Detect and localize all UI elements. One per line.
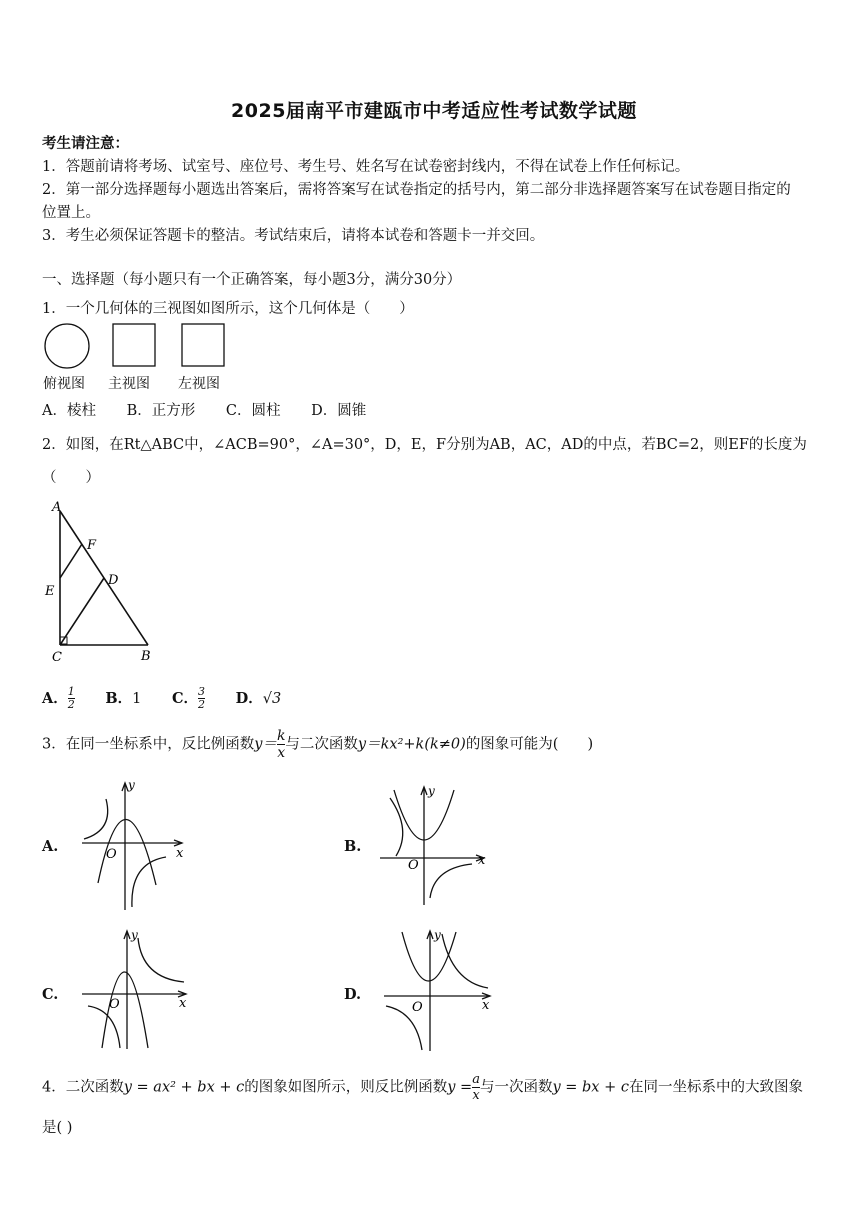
top-view-label: 俯视图: [43, 376, 85, 392]
q3-option-a-label[interactable]: A.: [42, 838, 59, 855]
q3-option-d-label[interactable]: D.: [344, 986, 362, 1003]
q1-option-c[interactable]: C．圆柱: [225, 403, 281, 419]
q2-stem: 2．如图，在Rt△ABC中，∠ACB=90°，∠A=30°，D，E，F分别为AB，AC，AD的中点，若BC=2，则EF的长度为: [42, 437, 807, 453]
q2-option-a[interactable]: A． $\frac{1}{2}$: [42, 685, 75, 711]
q3-stem: 3．在同一坐标系中，反比例函数y＝ $\frac{k}{x}$ 与二次函数y＝kx²+k(k≠0)的图象可能为( ): [42, 728, 594, 761]
q4-stem-cont: 是( ): [42, 1120, 73, 1136]
top-view-circle: [45, 324, 89, 368]
origin-label: O: [106, 847, 117, 862]
q2-stem-cont: （ ）: [42, 470, 100, 486]
q3-graph-a: [70, 775, 190, 915]
q3-func1-fraction: $\frac{k}{x}$: [276, 728, 286, 761]
q3-graph-b: [372, 780, 492, 910]
y-label: y: [434, 928, 441, 942]
q2-option-a-fraction: $\frac{1}{2}$: [67, 685, 75, 711]
x-label: x: [179, 996, 187, 1011]
label-c: C: [52, 650, 62, 665]
x-label: x: [176, 846, 184, 861]
q3-option-c-label[interactable]: C.: [42, 986, 59, 1003]
side-view-square: [182, 324, 224, 366]
front-view-label: 主视图: [108, 376, 150, 392]
q1-option-b[interactable]: B．正方形: [126, 403, 196, 419]
q1-stem: 1．一个几何体的三视图如图所示，这个几何体是（ ）: [42, 301, 414, 317]
q3-option-b-label[interactable]: B.: [344, 838, 362, 855]
q3-graph-c: [72, 924, 197, 1054]
notice-heading: 考生请注意：: [42, 135, 129, 152]
q2-triangle-figure: [40, 497, 165, 667]
q2-options: [42, 686, 281, 711]
y-label: y: [428, 784, 435, 798]
hyperbola-branch-2: [88, 1006, 120, 1048]
parabola: [402, 932, 456, 981]
page-title: 2025届南平市建瓯市中考适应性考试数学试题: [231, 100, 637, 122]
q2-option-d[interactable]: D．√3: [235, 689, 282, 707]
section-heading: 一、选择题（每小题只有一个正确答案，每小题3分，满分30分）: [42, 272, 462, 288]
q2-option-c[interactable]: C． $\frac{3}{2}$: [171, 685, 206, 711]
y-label: y: [128, 778, 135, 792]
y-label: y: [131, 928, 138, 942]
hyperbola-branch-2: [430, 864, 472, 898]
side-view-label: 左视图: [178, 376, 220, 392]
hyperbola-branch-1: [84, 799, 108, 839]
q4-inverse-fraction: $\frac{a}{x}$: [472, 1072, 480, 1103]
q1-option-a[interactable]: A．棱柱: [42, 403, 96, 419]
x-label: x: [478, 853, 486, 868]
segment-cd: [60, 578, 104, 645]
notice-item-3: 3．考生必须保证答题卡的整洁。考试结束后，请将本试卷和答题卡一并交回。: [42, 228, 545, 244]
label-f: F: [87, 538, 97, 553]
q4-stem: 4．二次函数y = ax² + bx + c的图象如图所示，则反比例函数y = $\frac{a}{x}$ 与一次函数y = bx + c在同一坐标系中的大致图象: [42, 1072, 803, 1103]
label-d: D: [108, 573, 119, 588]
q1-options: [42, 399, 392, 420]
q3-graph-d: [372, 926, 497, 1056]
origin-label: O: [412, 1000, 423, 1015]
q2-option-c-fraction: $\frac{3}{2}$: [198, 685, 206, 711]
hyperbola-branch-1: [390, 798, 403, 856]
segment-ef: [60, 544, 82, 578]
label-a: A: [52, 500, 62, 515]
x-label: x: [482, 998, 490, 1013]
hyperbola-branch-2: [132, 857, 166, 907]
origin-label: O: [408, 858, 419, 873]
notice-item-2-cont: 位置上。: [42, 205, 100, 221]
front-view-square: [113, 324, 155, 366]
hyperbola-branch-1: [442, 934, 488, 988]
notice-item-2: 2．第一部分选择题每小题选出答案后，需将答案写在试卷指定的括号内，第二部分非选择题答案写在试卷题目指定的: [42, 182, 791, 198]
notice-item-1: 1．答题前请将考场、试室号、座位号、考生号、姓名写在试卷密封线内，不得在试卷上作任何标记。: [42, 159, 690, 175]
label-e: E: [45, 584, 55, 599]
q2-option-b[interactable]: B．1: [105, 689, 142, 707]
hyperbola-branch-1: [138, 938, 184, 982]
origin-label: O: [109, 997, 120, 1012]
label-b: B: [141, 649, 151, 664]
q1-option-d[interactable]: D．圆锥: [311, 403, 367, 419]
